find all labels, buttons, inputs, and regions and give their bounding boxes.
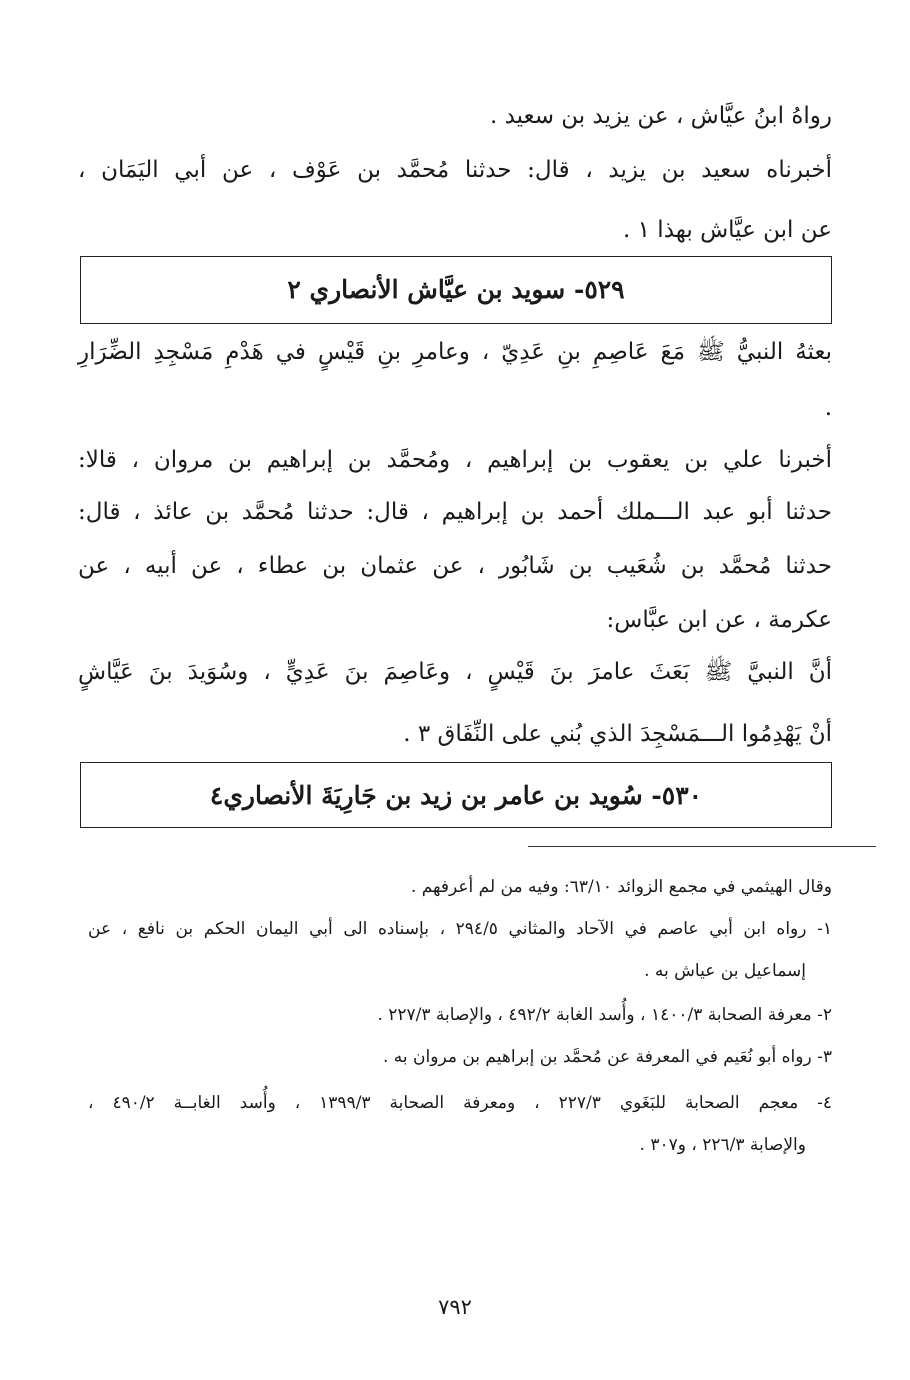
body-line-1: رواهُ ابنُ عيَّاش ، عن يزيد بن سعيد . bbox=[489, 103, 832, 129]
section-heading-530 bbox=[80, 762, 832, 828]
section-heading-529-text: ٥٢٩- سويد بن عيَّاش الأنصاري ٢ bbox=[287, 275, 625, 304]
footnote-line-7: والإصابة ٢٢٦/٣ ، و٣٠٧ . bbox=[639, 1135, 806, 1155]
section-529-line-6: عكرمة ، عن ابن عبَّاس: bbox=[606, 607, 832, 633]
body-line-2: أخبرناه سعيد بن يزيد ، قال: حدثنا مُحمَّد بن عَوْف ، عن أبي اليَمَان ، bbox=[78, 157, 832, 183]
section-heading-529 bbox=[80, 256, 832, 324]
footnote-line-1: وقال الهيثمي في مجمع الزوائد ٦٣/١٠: وفيه من لم أعرفهم . bbox=[410, 877, 832, 897]
section-529-line-4: حدثنا أبو عبد الـــملك أحمد بن إبراهيم ، قال: حدثنا مُحمَّد بن عائذ ، قال: bbox=[78, 499, 832, 525]
section-529-line-1: بعثهُ النبيُّ ﷺ مَعَ عَاصِمِ بنِ عَدِيّ ، وعامرِ بنِ قَيْسٍ في هَدْمِ مَسْجِدِ الضِّرَارِ bbox=[78, 339, 832, 365]
footnote-line-5: ٣- رواه أبو نُعَيم في المعرفة عن مُحمَّد بن إبراهيم بن مروان به . bbox=[382, 1047, 832, 1067]
footnote-line-2: ١- رواه ابن أبي عاصم في الآحاد والمثاني ٢٩٤/٥ ، بإسناده الى أبي اليمان الحكم بن نافع ، عن bbox=[88, 919, 832, 939]
section-529-line-5: حدثنا مُحمَّد بن شُعَيب بن شَابُور ، عن عثمان بن عطاء ، عن أبيه ، عن bbox=[78, 553, 832, 579]
footnote-line-3: إسماعيل بن عياش به . bbox=[644, 961, 806, 981]
section-529-line-7: أنَّ النبيَّ ﷺ بَعَثَ عامرَ بنَ قَيْسٍ ، وعَاصِمَ بنَ عَدِيٍّ ، وسُوَيدَ بنَ عَيَّاشٍ bbox=[78, 659, 832, 685]
section-529-line-2: . bbox=[824, 395, 832, 421]
footnote-line-4: ٢- معرفة الصحابة ١٤٠٠/٣ ، وأُسد الغابة ٤٩٢/٢ ، والإصابة ٢٢٧/٣ . bbox=[377, 1005, 832, 1025]
footnote-line-6: ٤- معجم الصحابة للبَغَوي ٢٢٧/٣ ، ومعرفة الصحابة ١٣٩٩/٣ ، وأُسد الغابــة ٤٩٠/٢ ، bbox=[88, 1093, 833, 1113]
page-number: ٧٩٢ bbox=[438, 1295, 472, 1319]
section-529-line-8: أنْ يَهْدِمُوا الـــمَسْجِدَ الذي بُني على النِّفَاق ٣ . bbox=[403, 721, 832, 747]
section-heading-530-text: ٥٣٠- سُويد بن عامر بن زيد بن جَارِيَةَ الأنصاري٤ bbox=[209, 781, 703, 810]
body-line-3: عن ابن عيَّاش بهذا ١ . bbox=[623, 217, 832, 243]
footnote-separator bbox=[528, 846, 876, 847]
section-529-line-3: أخبرنا علي بن يعقوب بن إبراهيم ، ومُحمَّد بن إبراهيم بن مروان ، قالا: bbox=[78, 447, 832, 473]
